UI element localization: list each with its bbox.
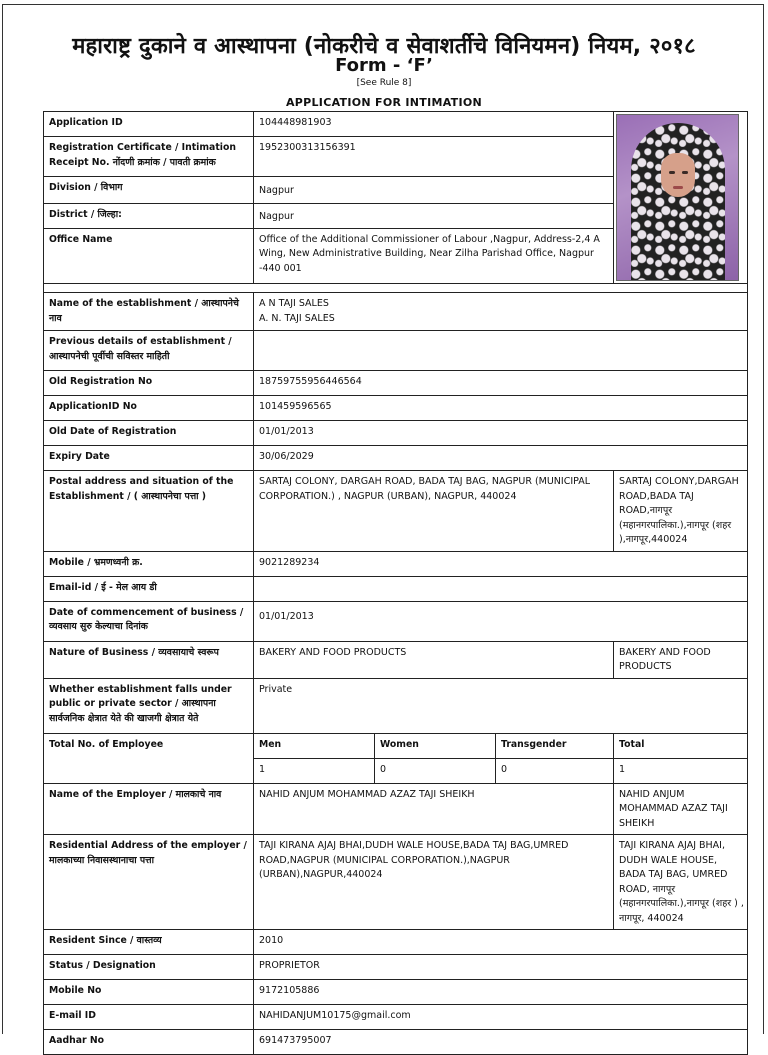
value-email [254,576,748,601]
value-commencement-date: 01/01/2013 [254,601,748,641]
value-total: 1 [614,758,748,783]
row-application-id-no [44,396,748,421]
value-women: 0 [375,758,496,783]
value-mobile-no: 9172105886 [254,980,748,1005]
form-heading: APPLICATION FOR INTIMATION [285,96,483,109]
value-old-registration-no: 18759755956446564 [254,371,748,396]
row-gap [44,284,748,293]
value-office-name: Office of the Additional Commissioner of Labour ,Nagpur, Address-2,4 A Wing, New Administrative Building, Near Zilha Parishad Office, Nagpur -440 001 [254,228,614,283]
header-transgender: Transgender [496,733,614,758]
value-district: Nagpur [254,203,614,228]
value-application-id-no: 101459596565 [254,396,748,421]
row-aadhar [44,1030,748,1055]
value-status: PROPRIETOR [254,955,748,980]
row-mobile [44,551,748,576]
value-transgender: 0 [496,758,614,783]
label-status: Status / Designation [44,955,254,980]
label-old-registration-no: Old Registration No [44,371,254,396]
header-women: Women [375,733,496,758]
row-establishment-name [44,293,748,331]
value-expiry-date: 30/06/2029 [254,446,748,471]
label-application-id: Application ID [44,112,254,137]
row-old-date-registration [44,421,748,446]
label-email-id: E-mail ID [44,1005,254,1030]
photo-face [661,153,695,197]
row-commencement-date [44,601,748,641]
row-mobile-no [44,980,748,1005]
value-employer-name-mr: NAHID ANJUM MOHAMMAD AZAZ TAJI SHEIKH [614,783,748,835]
value-nature-business-en: BAKERY AND FOOD PRODUCTS [254,641,614,678]
value-resident-since: 2010 [254,930,748,955]
intimation-form-table [43,111,748,1055]
form-title-marathi: महाराष्ट्र दुकाने व आस्थापना (नोकरीचे व सेवाशर्तीचे विनियमन) नियम, २०१८ [72,34,696,59]
value-employer-name-en: NAHID ANJUM MOHAMMAD AZAZ TAJI SHEIKH [254,783,614,835]
row-expiry-date [44,446,748,471]
label-expiry-date: Expiry Date [44,446,254,471]
row-residential-address [44,835,748,930]
establishment-name-line1: A N TAJI SALES [259,298,329,309]
label-previous-details: Previous details of establishment / आस्थापनेची पूर्वीची सविस्तर माहिती [44,331,254,371]
value-residential-address-mr: TAJI KIRANA AJAJ BHAI, DUDH WALE HOUSE, BADA TAJ BAG, UMRED ROAD, नागपूर (महानगरपालिका.),नागपूर (शहर ) , नागपूर, 440024 [614,835,748,930]
label-old-date-registration: Old Date of Registration [44,421,254,446]
label-application-id-no: ApplicationID No [44,396,254,421]
value-nature-business-mr: BAKERY AND FOOD PRODUCTS [614,641,748,678]
value-sector: Private [254,678,748,733]
value-email-id: NAHIDANJUM10175@gmail.com [254,1005,748,1030]
value-old-date-registration: 01/01/2013 [254,421,748,446]
label-district: District / जिल्हा: [44,203,254,228]
label-mobile-no: Mobile No [44,980,254,1005]
value-residential-address-en: TAJI KIRANA AJAJ BHAI,DUDH WALE HOUSE,BADA TAJ BAG,UMRED ROAD,NAGPUR (MUNICIPAL CORPORATION.),NAGPUR (URBAN),NAGPUR,440024 [254,835,614,930]
label-total-employees: Total No. of Employee [44,733,254,783]
label-sector: Whether establishment falls under public or private sector / आस्थापना सार्वजनिक क्षेत्रात येते की खाजगी क्षेत्रात येते [44,678,254,733]
header-total: Total [614,733,748,758]
value-application-id: 104448981903 [254,112,614,137]
applicant-photo-cell [614,112,748,284]
photo-headscarf [631,123,725,281]
row-old-registration-no [44,371,748,396]
row-application-id [44,112,748,137]
rule-reference: [See Rule 8] [356,78,412,88]
applicant-photo [616,114,739,281]
label-resident-since: Resident Since / वास्तव्य [44,930,254,955]
row-email-id [44,1005,748,1030]
label-division: Division / विभाग [44,177,254,203]
row-previous-details [44,331,748,371]
label-registration-certificate: Registration Certificate / Intimation Receipt No. नोंदणी क्रमांक / पावती क्रमांक [44,137,254,177]
label-nature-business: Nature of Business / व्यवसायाचे स्वरूप [44,641,254,678]
label-employer-name: Name of the Employer / मालकाचे नाव [44,783,254,835]
photo-eye-left [669,171,675,174]
label-commencement-date: Date of commencement of business / व्यवसाय सुरु केल्याचा दिनांक [44,601,254,641]
value-registration-certificate: 1952300313156391 [254,137,614,177]
header-men: Men [254,733,375,758]
value-previous-details [254,331,748,371]
value-men: 1 [254,758,375,783]
value-division: Nagpur [254,177,614,203]
value-mobile: 9021289234 [254,551,748,576]
value-establishment-name [254,293,748,331]
value-postal-address-mr: SARTAJ COLONY,DARGAH ROAD,BADA TAJ ROAD,नागपूर (महानगरपालिका.),नागपूर (शहर ),नागपूर,440024 [614,471,748,552]
photo-eye-right [682,171,688,174]
row-postal-address [44,471,748,552]
label-residential-address: Residential Address of the employer / मालकाच्या निवासस्थानाचा पत्ता [44,835,254,930]
label-postal-address: Postal address and situation of the Establishment / ( आस्थापनेचा पत्ता ) [44,471,254,552]
row-status [44,955,748,980]
row-email [44,576,748,601]
label-mobile: Mobile / भ्रमणध्वनी क्र. [44,551,254,576]
row-resident-since [44,930,748,955]
establishment-name-line2: A. N. TAJI SALES [259,312,335,324]
value-postal-address-en: SARTAJ COLONY, DARGAH ROAD, BADA TAJ BAG, NAGPUR (MUNICIPAL CORPORATION.) , NAGPUR (URBAN), NAGPUR, 440024 [254,471,614,552]
label-email: Email-id / ई - मेल आय डी [44,576,254,601]
label-establishment-name: Name of the establishment / आस्थापनेचे नाव [44,293,254,331]
row-nature-business [44,641,748,678]
label-aadhar: Aadhar No [44,1030,254,1055]
value-aadhar: 691473795007 [254,1030,748,1055]
row-employer-name [44,783,748,835]
form-number: Form - ‘F’ [335,55,433,76]
label-office-name: Office Name [44,228,254,283]
photo-mouth [673,186,683,189]
row-employees-header [44,733,748,758]
row-sector [44,678,748,733]
